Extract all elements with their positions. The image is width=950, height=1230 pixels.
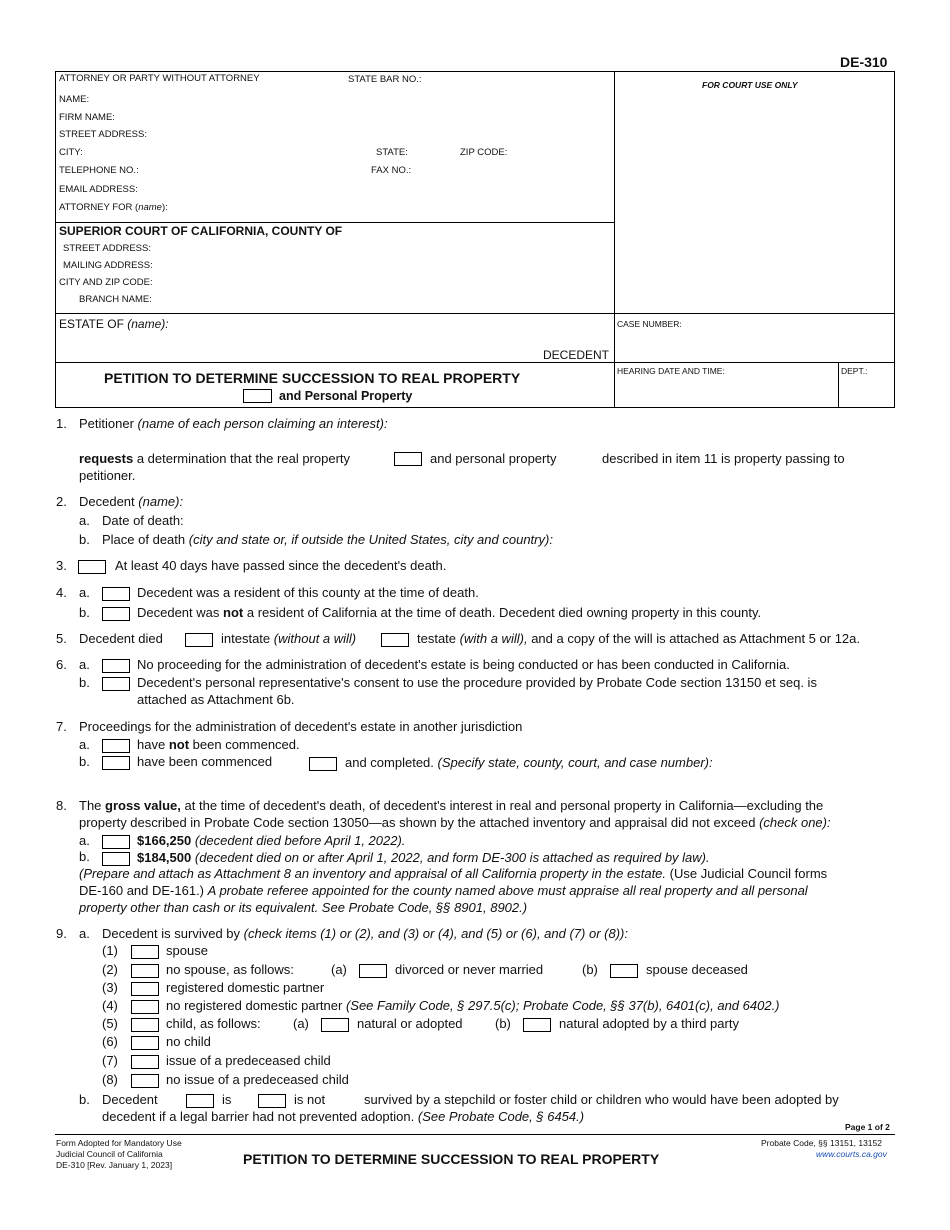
court-street-label: STREET ADDRESS:: [63, 243, 151, 254]
item-9-3-text: registered domestic partner: [166, 980, 325, 995]
firm-name-label: FIRM NAME:: [59, 112, 115, 123]
item-9b-is-checkbox[interactable]: [186, 1094, 214, 1108]
item-9-1-label: (1): [102, 943, 118, 958]
footer-council: Judicial Council of California: [56, 1149, 163, 1159]
item-1-personal-property-checkbox[interactable]: [394, 452, 422, 466]
telephone-label: TELEPHONE NO.:: [59, 165, 139, 176]
city-label: CITY:: [59, 147, 83, 158]
item-9-8-checkbox[interactable]: [131, 1074, 159, 1088]
item-8b-letter: b.: [79, 849, 90, 864]
item-5-testate: testate (with a will), and a copy of the will is attached as Attachment 5 or 12a.: [417, 631, 860, 646]
item-1-personal-text: and personal property: [430, 451, 557, 466]
item-9-5b-text: natural adopted by a third party: [559, 1016, 739, 1031]
item-6b-text-1: Decedent's personal representative's consent to use the procedure provided by Probate Code section 13150 et seq. is: [137, 675, 817, 690]
footer-rule: [55, 1134, 895, 1135]
item-9-5a-label: (a): [293, 1016, 309, 1031]
item-8-number: 8.: [56, 798, 67, 813]
item-6b-text-2: attached as Attachment 6b.: [137, 692, 295, 707]
attorney-for-label: ATTORNEY FOR (name):: [59, 202, 168, 213]
item-5-intestate: intestate (without a will): [221, 631, 357, 646]
item-9-3-label: (3): [102, 980, 118, 995]
item-8a-letter: a.: [79, 833, 90, 848]
item-7b-text: have been commenced: [137, 754, 273, 769]
item-9-4-text: no registered domestic partner (See Family Code, § 297.5(c); Probate Code, §§ 37(b), 6401(c), and 6402.): [166, 998, 780, 1013]
item-9b-line-2: decedent if a legal barrier had not prevented adoption. (See Probate Code, § 6454.): [102, 1109, 585, 1124]
item-9-2a-label: (a): [331, 962, 347, 977]
item-3-number: 3.: [56, 558, 67, 573]
item-9-5a-text: natural or adopted: [357, 1016, 463, 1031]
item-9b-letter: b.: [79, 1092, 90, 1107]
item-4-number: 4.: [56, 585, 67, 600]
court-city-zip-label: CITY AND ZIP CODE:: [59, 277, 153, 288]
item-9-2-text: no spouse, as follows:: [166, 962, 294, 977]
item-9-6-checkbox[interactable]: [131, 1036, 159, 1050]
item-9a-text: Decedent is survived by (check items (1) or (2), and (3) or (4), and (5) or (6), and (7) or (8)):: [102, 926, 628, 941]
dept-label: DEPT.:: [841, 366, 868, 376]
item-9-2-label: (2): [102, 962, 118, 977]
item-7b-completed-checkbox[interactable]: [309, 757, 337, 771]
item-7-number: 7.: [56, 719, 67, 734]
item-9-2b-text: spouse deceased: [646, 962, 748, 977]
item-9b-isnot: is not: [294, 1092, 326, 1107]
item-9-5-checkbox[interactable]: [131, 1018, 159, 1032]
item-1-described-text: described in item 11 is property passing to: [602, 451, 845, 466]
item-2a-letter: a.: [79, 513, 90, 528]
attorney-label: ATTORNEY OR PARTY WITHOUT ATTORNEY: [59, 73, 260, 84]
case-number-label: CASE NUMBER:: [617, 319, 682, 329]
item-8b-text: $184,500 (decedent died on or after April 1, 2022, and form DE-300 is attached as required by law).: [137, 850, 710, 865]
item-9b-survived: survived by a stepchild or foster child or children who would have been adopted by: [364, 1092, 839, 1107]
doc-title: PETITION TO DETERMINE SUCCESSION TO REAL PROPERTY: [104, 370, 521, 386]
item-9a-letter: a.: [79, 926, 90, 941]
item-8-line-3: (Prepare and attach as Attachment 8 an inventory and appraisal of all California property in the estate. (Use Judicial Council forms: [79, 866, 828, 881]
footer-code: Probate Code, §§ 13151, 13152: [761, 1138, 882, 1148]
fax-label: FAX NO.:: [371, 165, 412, 176]
state-bar-label: STATE BAR NO.:: [348, 74, 422, 85]
item-8a-text: $166,250 (decedent died before April 1, 2022).: [137, 833, 406, 848]
item-9-2-checkbox[interactable]: [131, 964, 159, 978]
footer-adopted: Form Adopted for Mandatory Use: [56, 1138, 182, 1148]
item-9-7-text: issue of a predeceased child: [166, 1053, 331, 1068]
personal-property-checkbox[interactable]: [243, 389, 272, 403]
item-9-7-label: (7): [102, 1053, 118, 1068]
item-6a-letter: a.: [79, 657, 90, 672]
item-9b-is: is: [222, 1092, 232, 1107]
item-9-1-text: spouse: [166, 943, 208, 958]
item-6b-checkbox[interactable]: [102, 677, 130, 691]
item-9-7-checkbox[interactable]: [131, 1055, 159, 1069]
name-label: NAME:: [59, 94, 90, 105]
item-9-5a-checkbox[interactable]: [321, 1018, 349, 1032]
decedent-label: DECEDENT: [543, 348, 610, 362]
item-9-4-label: (4): [102, 998, 118, 1013]
item-2-text: Decedent (name):: [79, 494, 184, 509]
item-7b-completed: and completed. (Specify state, county, court, and case number):: [345, 755, 713, 770]
state-label: STATE:: [376, 147, 408, 158]
item-9-5b-label: (b): [495, 1016, 511, 1031]
item-2a-text: Date of death:: [102, 513, 184, 528]
item-9-5-label: (5): [102, 1016, 118, 1031]
item-9-8-text: no issue of a predeceased child: [166, 1072, 349, 1087]
item-7a-checkbox[interactable]: [102, 739, 130, 753]
court-branch-label: BRANCH NAME:: [79, 294, 152, 305]
item-4a-checkbox[interactable]: [102, 587, 130, 601]
item-9-6-label: (6): [102, 1034, 118, 1049]
item-8a-checkbox[interactable]: [102, 835, 130, 849]
item-5-number: 5.: [56, 631, 67, 646]
item-7b-letter: b.: [79, 754, 90, 769]
item-9-2b-label: (b): [582, 962, 598, 977]
item-2-number: 2.: [56, 494, 67, 509]
item-7-text: Proceedings for the administration of decedent's estate in another jurisdiction: [79, 719, 523, 734]
item-9-1-checkbox[interactable]: [131, 945, 159, 959]
item-9-5b-checkbox[interactable]: [523, 1018, 551, 1032]
hearing-label: HEARING DATE AND TIME:: [617, 366, 725, 376]
item-8-line-1: The gross value, at the time of decedent's death, of decedent's interest in real and personal property in California—excluding the: [79, 798, 824, 813]
item-1-petitioner: petitioner.: [79, 468, 136, 483]
footer-rev: DE-310 [Rev. January 1, 2023]: [56, 1160, 173, 1170]
item-8-line-2: property described in Probate Code section 13050—as shown by the attached inventory and appraisal did not exceed (check one):: [79, 815, 831, 830]
item-9-2a-text: divorced or never married: [395, 962, 544, 977]
item-6a-text: No proceeding for the administration of decedent's estate is being conducted or has been conducted in California.: [137, 657, 790, 672]
item-9-5-text: child, as follows:: [166, 1016, 261, 1031]
item-5-testate-checkbox[interactable]: [381, 633, 409, 647]
item-5-text: Decedent died: [79, 631, 163, 646]
item-7a-letter: a.: [79, 737, 90, 752]
street-label: STREET ADDRESS:: [59, 129, 147, 140]
court-title: SUPERIOR COURT OF CALIFORNIA, COUNTY OF: [59, 224, 343, 238]
item-7a-text: have not been commenced.: [137, 737, 300, 752]
item-1-requests: requests a determination that the real property: [79, 451, 351, 466]
item-9-number: 9.: [56, 926, 67, 941]
estate-of-label: ESTATE OF (name):: [59, 317, 169, 331]
zip-label: ZIP CODE:: [460, 147, 508, 158]
item-4a-letter: a.: [79, 585, 90, 600]
item-4b-checkbox[interactable]: [102, 607, 130, 621]
form-id: DE-310: [840, 54, 888, 70]
item-6a-checkbox[interactable]: [102, 659, 130, 673]
item-9b-isnot-checkbox[interactable]: [258, 1094, 286, 1108]
page-number: Page 1 of 2: [845, 1122, 890, 1132]
item-5-intestate-checkbox[interactable]: [185, 633, 213, 647]
item-9-4-checkbox[interactable]: [131, 1000, 159, 1014]
court-use-box: [614, 71, 895, 314]
court-mailing-label: MAILING ADDRESS:: [63, 260, 153, 271]
item-3-text: At least 40 days have passed since the decedent's death.: [115, 558, 447, 573]
footer-title: PETITION TO DETERMINE SUCCESSION TO REAL PROPERTY: [243, 1151, 660, 1167]
item-9b-text: Decedent: [102, 1092, 158, 1107]
item-9-6-text: no child: [166, 1034, 211, 1049]
item-1-text: Petitioner (name of each person claiming an interest):: [79, 416, 388, 431]
email-label: EMAIL ADDRESS:: [59, 184, 138, 195]
item-2b-letter: b.: [79, 532, 90, 547]
item-4a-text: Decedent was a resident of this county at the time of death.: [137, 585, 479, 600]
item-4b-text: Decedent was not a resident of California at the time of death. Decedent died owning property in this county.: [137, 605, 762, 620]
item-7b-checkbox[interactable]: [102, 756, 130, 770]
item-1-number: 1.: [56, 416, 67, 431]
item-6-number: 6.: [56, 657, 67, 672]
attorney-box: [55, 71, 615, 223]
item-6b-letter: b.: [79, 675, 90, 690]
item-9-2a-checkbox[interactable]: [359, 964, 387, 978]
item-9-3-checkbox[interactable]: [131, 982, 159, 996]
item-4b-letter: b.: [79, 605, 90, 620]
item-8-line-5: property other than cash or its equivalent. See Probate Code, §§ 8901, 8902.): [79, 900, 528, 915]
item-2b-text: Place of death (city and state or, if outside the United States, city and country):: [102, 532, 553, 547]
doc-subtitle: and Personal Property: [279, 389, 413, 403]
item-8b-checkbox[interactable]: [102, 852, 130, 866]
court-use-only: FOR COURT USE ONLY: [702, 80, 798, 90]
item-3-checkbox[interactable]: [78, 560, 106, 574]
item-9-8-label: (8): [102, 1072, 118, 1087]
item-9-2b-checkbox[interactable]: [610, 964, 638, 978]
footer-url-link[interactable]: www.courts.ca.gov: [816, 1149, 887, 1159]
item-8-line-4: DE-160 and DE-161.) A probate referee appointed for the county named above must appraise all real property and all personal: [79, 883, 808, 898]
